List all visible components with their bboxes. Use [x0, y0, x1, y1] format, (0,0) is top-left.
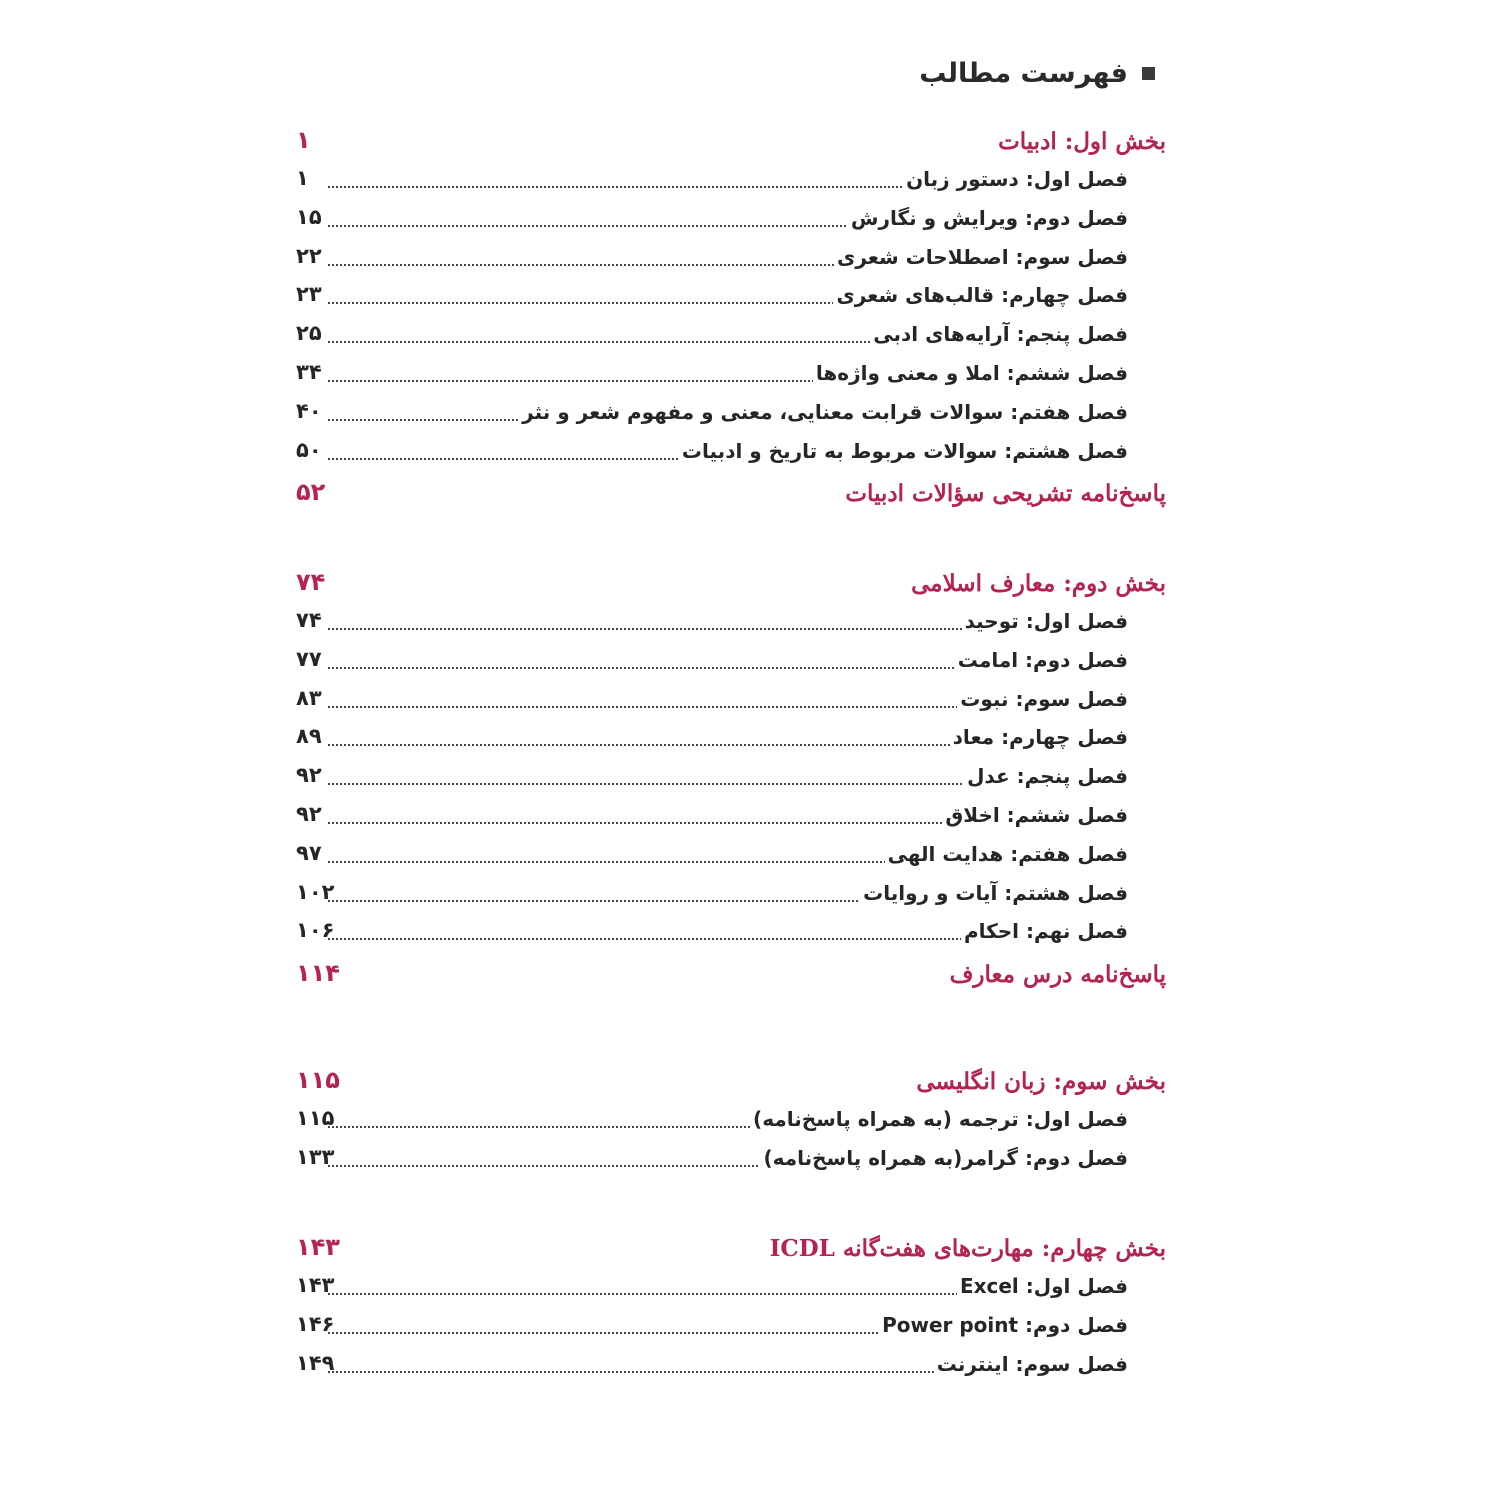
- toc-entry[interactable]: [296, 837, 1166, 876]
- entry-page-number: ۱۱۵: [296, 1106, 335, 1130]
- toc-entry[interactable]: [296, 604, 1166, 643]
- section-heading: [296, 1231, 1166, 1269]
- entry-label: فصل هشتم: آیات و روایات: [860, 881, 1128, 905]
- entry-page-number: ۹۲: [296, 763, 322, 788]
- page-title: [919, 58, 1155, 89]
- section-heading: [296, 1064, 1166, 1102]
- section-page-number: ۱۱۵: [296, 1066, 340, 1094]
- entry-page-number: ۳۴: [296, 359, 322, 384]
- answer-key-title: پاسخ‌نامه درس معارف: [949, 961, 1166, 989]
- entry-label: فصل اول: توحید: [962, 609, 1128, 633]
- toc-entry[interactable]: [296, 720, 1166, 759]
- section-page-number: ۱: [296, 126, 311, 154]
- section-heading: [296, 566, 1166, 604]
- entry-page-number: ۱۳۳: [296, 1144, 335, 1169]
- section-title: بخش دوم: معارف اسلامی: [911, 570, 1166, 597]
- toc-entry[interactable]: [296, 876, 1166, 915]
- entry-page-number: ۷۷: [296, 646, 322, 671]
- entry-page-number: ۴۰: [296, 398, 322, 423]
- answer-key-page-number: ۵۲: [296, 478, 326, 507]
- entry-page-number: ۵۰: [296, 437, 322, 462]
- answer-key-entry[interactable]: [296, 955, 1166, 999]
- toc-entry[interactable]: [296, 1347, 1166, 1386]
- toc-entry[interactable]: [296, 759, 1166, 798]
- section-title: بخش چهارم: مهارت‌های هفت‌گانه ICDL: [769, 1235, 1166, 1262]
- toc-entry[interactable]: [296, 643, 1166, 682]
- toc-entry[interactable]: [296, 914, 1166, 953]
- toc-entry[interactable]: [296, 201, 1166, 240]
- section-literature: [296, 124, 1166, 518]
- answer-key-title: پاسخ‌نامه تشریحی سؤالات ادبیات: [845, 480, 1166, 508]
- entry-label: فصل اول: Excel: [957, 1274, 1128, 1298]
- toc-entry[interactable]: [296, 356, 1166, 395]
- entry-page-number: ۲۵: [296, 321, 322, 346]
- toc-entry[interactable]: [296, 240, 1166, 279]
- entry-label: فصل دوم: گرامر(به همراه پاسخ‌نامه): [760, 1146, 1128, 1170]
- entry-page-number: ۱۵: [296, 204, 322, 229]
- toc-entry[interactable]: [296, 1269, 1166, 1308]
- toc-entry[interactable]: [296, 798, 1166, 837]
- toc-entry[interactable]: [296, 317, 1166, 356]
- answer-key-entry[interactable]: [296, 474, 1166, 518]
- toc-entry[interactable]: [296, 682, 1166, 721]
- section-icdl: [296, 1231, 1166, 1385]
- toc-entry[interactable]: [296, 278, 1166, 317]
- entry-label: فصل ششم: اخلاق: [942, 803, 1128, 827]
- toc-entry[interactable]: [296, 1308, 1166, 1347]
- section-english: [296, 1064, 1166, 1180]
- entry-label: فصل هشتم: سوالات مربوط به تاریخ و ادبیات: [679, 439, 1128, 463]
- toc-entry[interactable]: [296, 395, 1166, 434]
- entry-page-number: ۱۴۹: [296, 1350, 335, 1375]
- entry-label: فصل دوم: ویرایش و نگارش: [848, 206, 1128, 230]
- entry-label: فصل اول: ترجمه (به همراه پاسخ‌نامه): [750, 1107, 1128, 1131]
- answer-key-page-number: ۱۱۴: [296, 959, 340, 988]
- entry-page-number: ۱۰۲: [296, 879, 335, 904]
- toc-entry[interactable]: [296, 1102, 1166, 1141]
- section-title: بخش سوم: زبان انگلیسی: [916, 1068, 1166, 1095]
- section-title: بخش اول: ادبیات: [998, 128, 1166, 155]
- entry-label: فصل ششم: املا و معنی واژه‌ها: [813, 361, 1128, 385]
- entry-label: فصل اول: دستور زبان: [903, 167, 1128, 191]
- section-heading: [296, 124, 1166, 162]
- section-islamic-studies: [296, 566, 1166, 999]
- entry-label: فصل دوم: Power point: [879, 1313, 1128, 1337]
- entry-label: فصل پنجم: آرایه‌های ادبی: [870, 322, 1128, 346]
- entry-label: فصل نهم: احکام: [961, 919, 1128, 943]
- entry-page-number: ۱۴۳: [296, 1273, 335, 1297]
- toc-entry[interactable]: [296, 162, 1166, 201]
- entry-label: فصل چهارم: قالب‌های شعری: [833, 283, 1128, 307]
- entry-page-number: ۸۳: [296, 685, 322, 710]
- entry-label: فصل سوم: اصطلاحات شعری: [834, 245, 1128, 269]
- toc-entry[interactable]: [296, 1141, 1166, 1180]
- entry-label: فصل سوم: اینترنت: [934, 1352, 1128, 1376]
- entry-page-number: ۷۴: [296, 608, 322, 632]
- entry-page-number: ۸۹: [296, 724, 322, 749]
- toc-entry[interactable]: [296, 434, 1166, 473]
- page-title-text: فهرست مطالب: [919, 58, 1128, 89]
- entry-label: فصل پنجم: عدل: [964, 764, 1128, 788]
- entry-label: فصل هفتم: هدایت الهی: [885, 842, 1128, 866]
- entry-page-number: ۲۳: [296, 282, 322, 307]
- entry-page-number: ۱۰۶: [296, 918, 335, 943]
- title-bullet: [1142, 67, 1155, 80]
- entry-page-number: ۱۴۶: [296, 1311, 335, 1336]
- entry-label: فصل سوم: نبوت: [957, 687, 1128, 711]
- entry-page-number: ۹۷: [296, 840, 322, 865]
- entry-label: فصل دوم: امامت: [955, 648, 1128, 672]
- entry-page-number: ۹۲: [296, 801, 322, 826]
- entry-label: فصل هفتم: سوالات قرابت معنایی، معنی و مفهوم شعر و نثر: [519, 400, 1128, 424]
- entry-page-number: ۲۲: [296, 243, 322, 268]
- entry-label: فصل چهارم: معاد: [950, 725, 1128, 749]
- section-page-number: ۷۴: [296, 568, 326, 596]
- section-page-number: ۱۴۳: [296, 1233, 340, 1261]
- entry-page-number: ۱: [296, 166, 309, 190]
